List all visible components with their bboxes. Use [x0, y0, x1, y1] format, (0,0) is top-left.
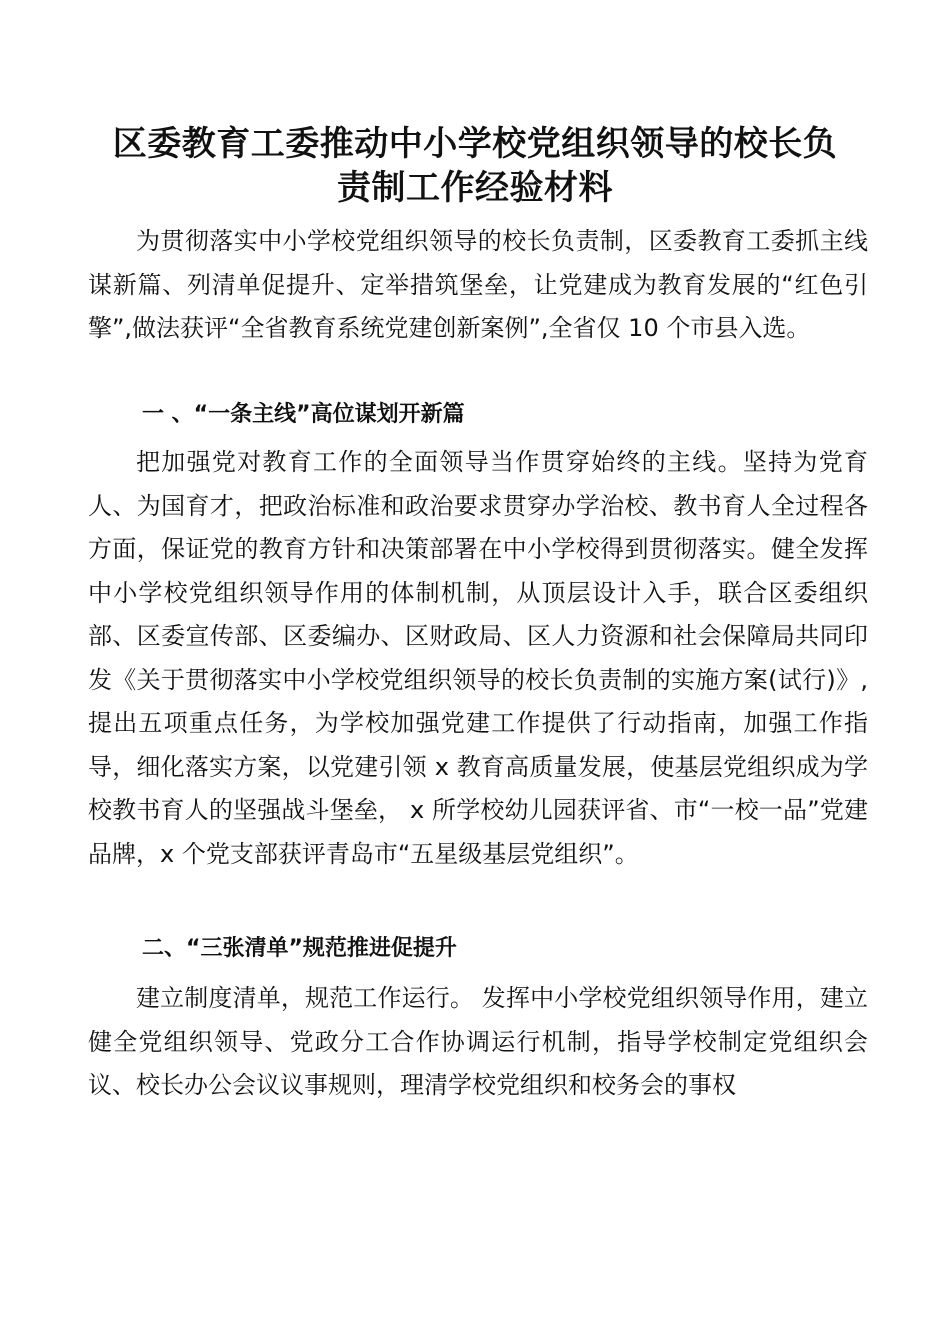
section-2-heading: 二、“三张清单”规范推进促提升	[142, 936, 457, 961]
section-2-paragraph: 建立制度清单，规范工作运行。 发挥中小学校党组织领导作用，建立健全党组织领导、党政分工合作协调运行机制，指导学校制定党组织会议、校长办公会议议事规则，理清学校党组织和校务会的事权	[88, 984, 868, 1099]
intro-paragraph: 为贯彻落实中小学校党组织领导的校长负责制，区委教育工委抓主线谋新篇、列清单促提升、定举措筑堡垒，让党建成为教育发展的“红色引擎”,做法获评“全省教育系统党建创新案例”,全省仅 10 个市县入选。	[88, 227, 868, 342]
section-1-heading: 一 、“一条主线”高位谋划开新篇	[142, 402, 465, 427]
section-1-paragraph: 把加强党对教育工作的全面领导当作贯穿始终的主线。坚持为党育人、为国育才，把政治标准和政治要求贯穿办学治校、教书育人全过程各方面，保证党的教育方针和决策部署在中小学校得到贯彻落实。健全发挥中小学校党组织领导作用的体制机制，从顶层设计入手，联合区委组织部、区委宣传部、区委编办、区财政局、区人力资源和社会保障局共同印发《关于贯彻落实中小学校党组织领导的校长负责制的实施方案(试行)》,提出五项重点任务，为学校加强党建工作提供了行动指南，加强工作指导，细化落实方案，以党建引领 x 教育高质量发展，使基层党组织成为学校教书育人的坚强战斗堡垒， x 所学校幼儿园获评省、市“一校一品”党建品牌，x 个党支部获评青岛市“五星级基层党组织”。	[88, 448, 868, 868]
title-line-2: 责制工作经验材料	[337, 168, 613, 208]
document-title	[70, 122, 880, 210]
title-line-1: 区委教育工委推动中小学校党组织领导的校长负	[112, 124, 838, 164]
